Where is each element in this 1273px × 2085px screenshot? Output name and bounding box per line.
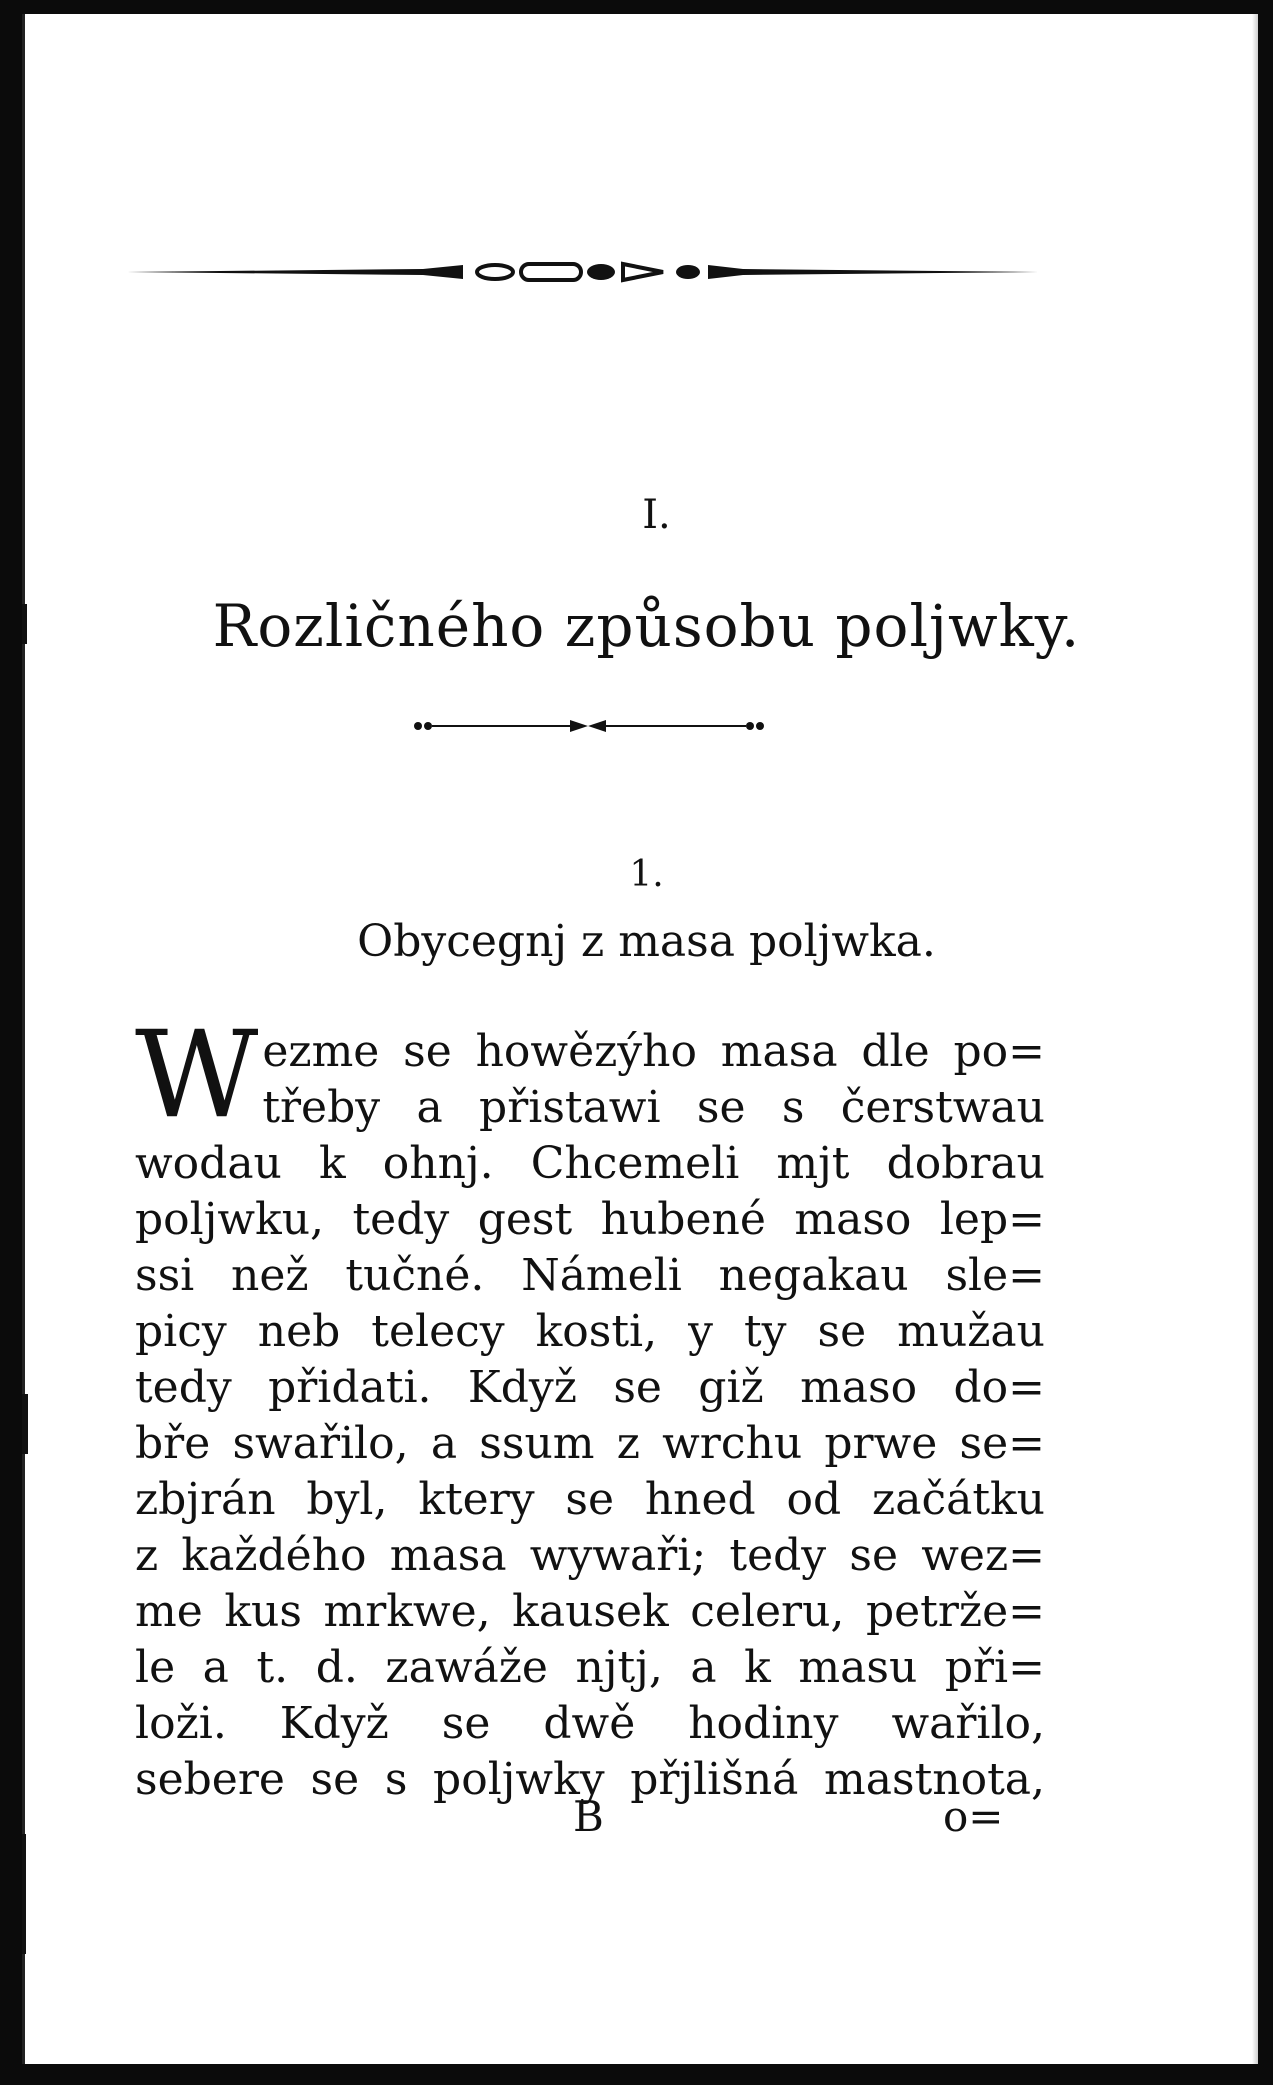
- ornamental-divider: [410, 718, 765, 734]
- recipe-body: [135, 1006, 1045, 1808]
- text-line: ssi než tučné. Námeli negakau sle=: [135, 1250, 1045, 1301]
- chapter-number: I.: [642, 492, 671, 538]
- recipe-number: 1.: [629, 854, 664, 895]
- text-line: sebere se s poljwky přjlišná mastnota,: [135, 1754, 1045, 1805]
- recipe-title: Obycegnj z masa poljwka.: [357, 916, 936, 967]
- text-line: me kus mrkwe, kausek celeru, petrže=: [135, 1586, 1045, 1637]
- binding-mark: [22, 1394, 28, 1454]
- ornamental-headpiece-rule: [123, 260, 1038, 284]
- text-line: ezme se howězýho masa dle po=: [262, 1026, 1045, 1077]
- chapter-title: Rozličného způsobu poljwky.: [212, 592, 1081, 660]
- text-line: zbjrán byl, ktery se hned od začátku: [135, 1474, 1045, 1525]
- book-page: [22, 14, 1258, 2064]
- text-line: poljwku, tedy gest hubené maso lep=: [135, 1194, 1045, 1245]
- text-line: picy neb telecy kosti, y ty se mužau: [135, 1306, 1045, 1357]
- text-line: le a t. d. zawáže njtj, a k masu při=: [135, 1642, 1045, 1693]
- text-line: z každého masa wywaři; tedy se wez=: [135, 1530, 1045, 1581]
- binding-mark: [22, 1834, 26, 1954]
- text-line: tedy přidati. Když se giž maso do=: [135, 1362, 1045, 1413]
- text-line: bře swařilo, a ssum z wrchu prwe se=: [135, 1418, 1045, 1469]
- drop-cap-initial: W: [135, 1006, 259, 1145]
- text-line: loži. Když se dwě hodiny wařilo,: [135, 1698, 1045, 1749]
- text-line: wodau k ohnj. Chcemeli mjt dobrau: [135, 1138, 1045, 1189]
- signature-mark: B: [573, 1792, 604, 1841]
- text-line: třeby a přistawi se s čerstwau: [262, 1082, 1045, 1133]
- binding-mark: [22, 604, 27, 644]
- catchword: o=: [943, 1792, 1004, 1841]
